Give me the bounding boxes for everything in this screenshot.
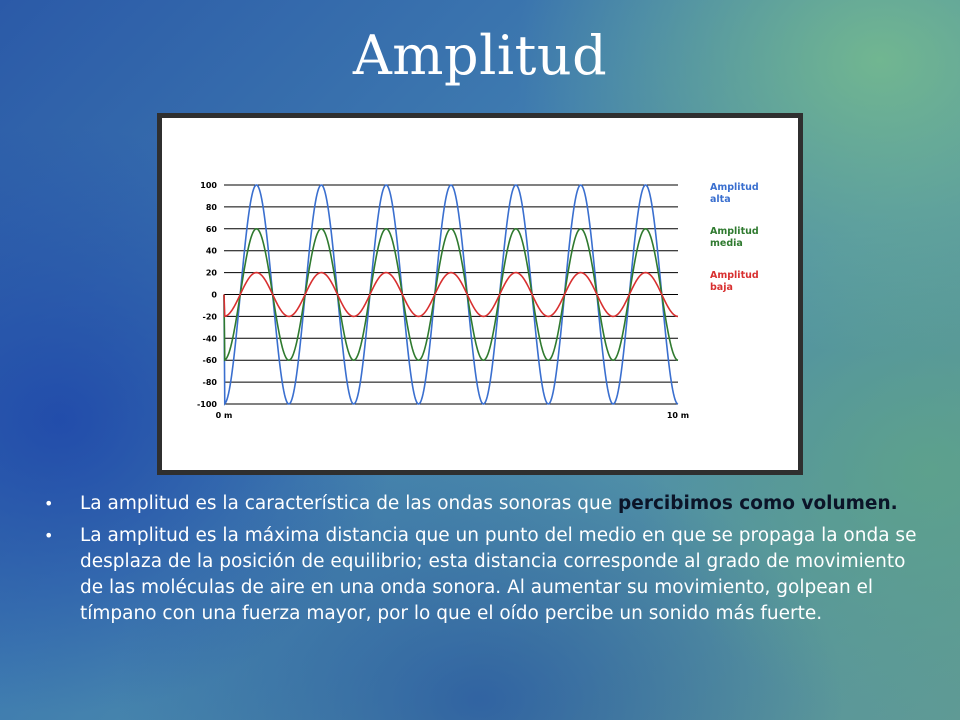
bullet-dot: • <box>44 526 54 545</box>
x-tick-label: 0 m <box>215 411 233 420</box>
legend-label-line1: Amplitud <box>710 182 759 193</box>
legend-label-line2: baja <box>710 282 733 293</box>
bullet-dot: • <box>44 494 54 513</box>
legend-label-line1: Amplitud <box>710 226 759 237</box>
legend-label-line2: alta <box>710 194 731 205</box>
bullet-item-1 <box>40 491 920 517</box>
x-tick-label: 10 m <box>666 411 690 420</box>
bullet-list <box>40 491 920 633</box>
y-tick-label: -80 <box>202 378 217 388</box>
slide-title: Amplitud <box>352 24 608 87</box>
bullet-text-2: La amplitud es la máxima distancia que un punto del medio en que se propaga la onda se desplaza de la posición de equilibrio; esta distancia corresponde al grado de movimiento de las moléculas de aire en una onda sonora. Al aumentar su movimiento, golpean el tímpano con una fuerza mayor, por lo que el oído percibe un sonido más fuerte. <box>80 525 917 624</box>
y-tick-label: -20 <box>202 312 217 322</box>
y-tick-label: -100 <box>196 400 217 409</box>
bullet-emphasis-1: percibimos como volumen. <box>618 493 898 514</box>
y-tick-label: 40 <box>205 246 217 256</box>
y-tick-label: 80 <box>205 202 217 212</box>
bullet-text-1: La amplitud es la característica de las ondas sonoras que <box>80 493 619 514</box>
y-tick-label: -40 <box>202 334 217 344</box>
y-tick-label: 60 <box>205 224 217 234</box>
legend-label-line2: media <box>710 238 743 249</box>
legend-label-line1: Amplitud <box>710 270 759 281</box>
y-tick-label: 0 <box>211 290 217 300</box>
amplitude-chart-svg <box>162 118 798 470</box>
y-tick-label: 20 <box>205 268 217 278</box>
y-tick-label: -60 <box>202 356 217 366</box>
bullet-item-2 <box>40 523 920 627</box>
amplitude-chart <box>157 113 803 475</box>
y-tick-label: 100 <box>200 181 217 190</box>
